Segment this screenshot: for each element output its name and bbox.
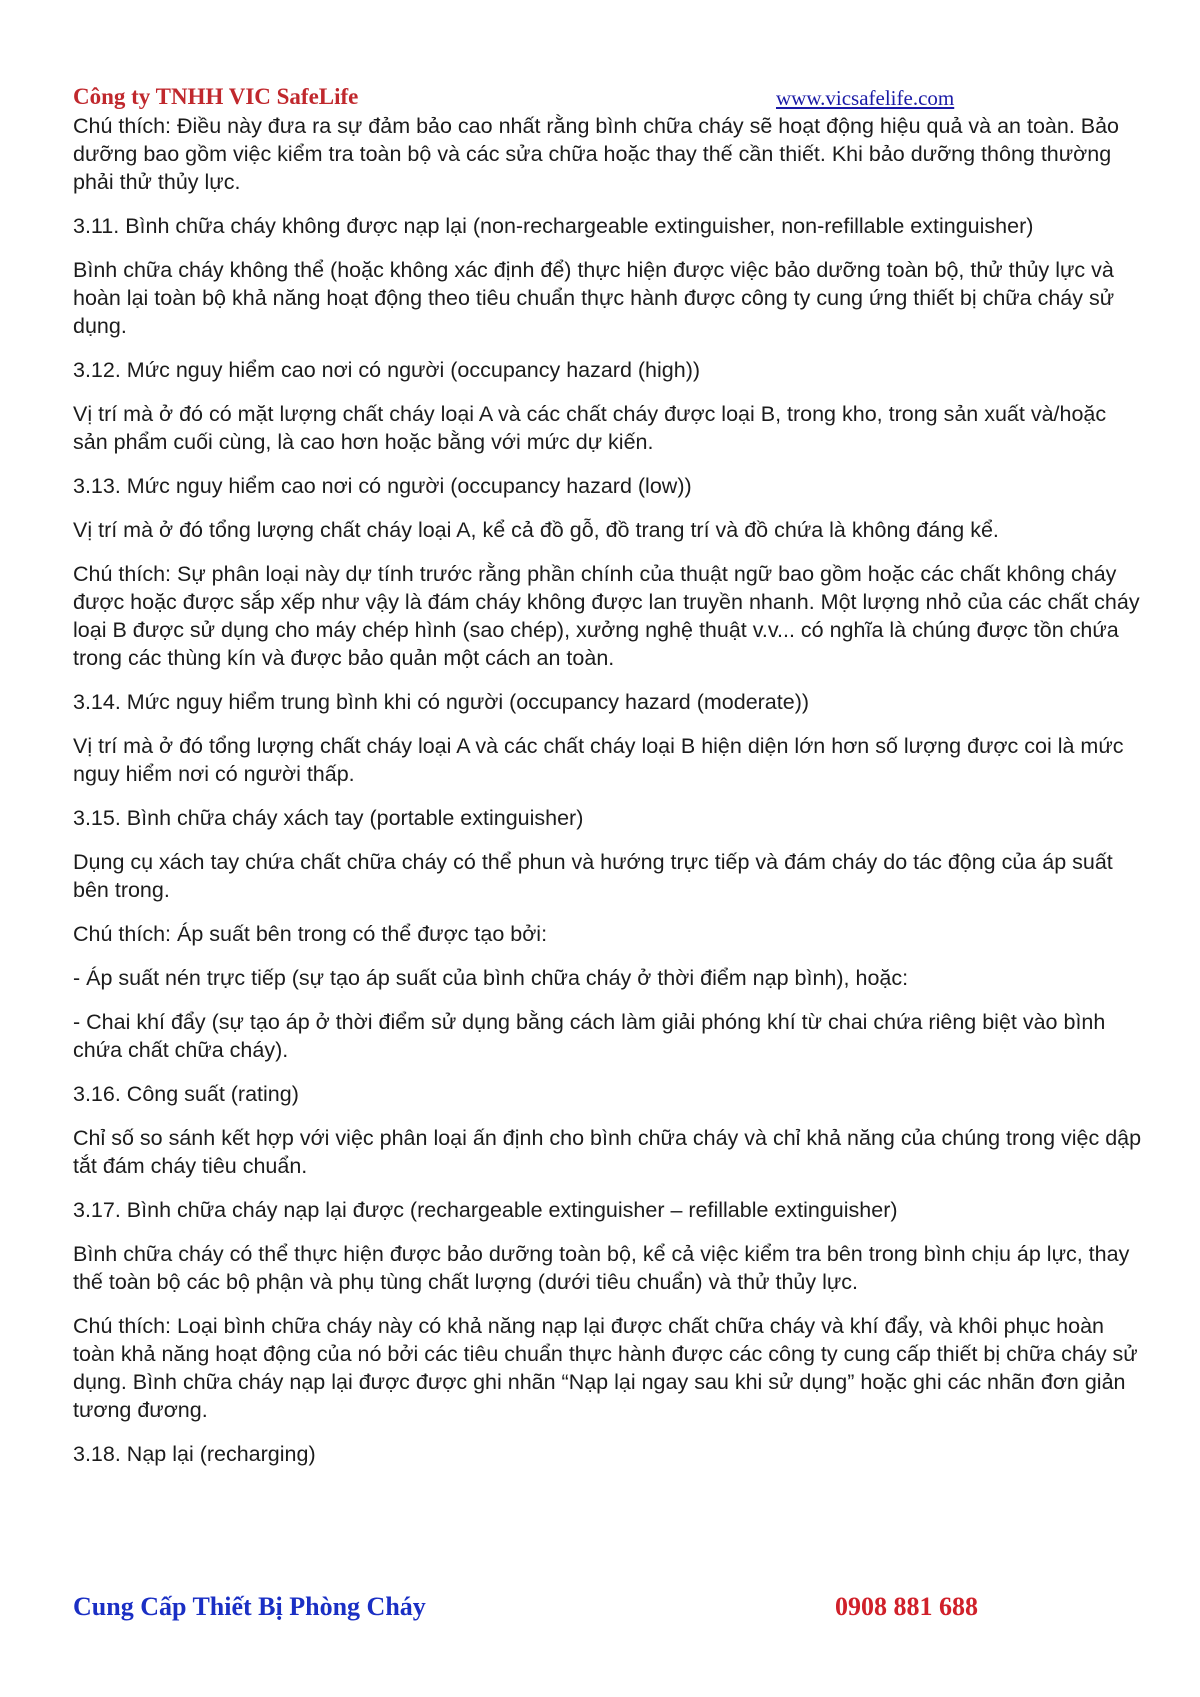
footer-phone[interactable]: 0908 881 688 — [835, 1592, 978, 1621]
note-3-13: Chú thích: Sự phân loại này dự tính trước rằng phần chính của thuật ngữ bao gồm hoặc các chất không cháy được hoặc được sắp xếp như vậy là đám cháy không được lan truyền nhanh. Một lượng nhỏ của các chất cháy loại B được sử dụng cho máy chép hình (sao chép), xưởng nghệ thuật v.v... có nghĩa là chúng được tồn chứa trong các thùng kín và được bảo quản một cách an toàn. — [73, 562, 1140, 670]
definition-3-14: Vị trí mà ở đó tổng lượng chất cháy loại A và các chất cháy loại B hiện diện lớn hơn số lượng được coi là mức nguy hiểm nơi có người thấp. — [73, 734, 1124, 786]
section-heading-3-12: 3.12. Mức nguy hiểm cao nơi có người (occupancy hazard (high)) — [73, 358, 701, 382]
definition-3-15: Dụng cụ xách tay chứa chất chữa cháy có thể phun và hướng trực tiếp và đám cháy do tác động của áp suất bên trong. — [73, 850, 1113, 902]
section-heading-3-13: 3.13. Mức nguy hiểm cao nơi có người (occupancy hazard (low)) — [73, 474, 692, 498]
note-3-15: Chú thích: Áp suất bên trong có thể được tạo bởi: — [73, 922, 548, 946]
definition-3-17: Bình chữa cháy có thể thực hiện được bảo dưỡng toàn bộ, kể cả việc kiểm tra bên trong bình chịu áp lực, thay thế toàn bộ các bộ phận và phụ tùng chất lượng (dưới tiêu chuẩn) và thử thủy lực. — [73, 1242, 1130, 1294]
section-heading-3-18: 3.18. Nạp lại (recharging) — [73, 1442, 316, 1466]
company-name: Công ty TNHH VIC SafeLife — [73, 84, 359, 109]
note-3-17: Chú thích: Loại bình chữa cháy này có khả năng nạp lại được chất chữa cháy và khí đẩy, và khôi phục hoàn toàn khả năng hoạt động của nó bởi các tiêu chuẩn thực hành được các công ty cung cấp thiết bị chữa cháy sử dụng. Bình chữa cháy nạp lại được được ghi nhãn “Nạp lại ngay sau khi sử dụng” hoặc ghi các nhãn đơn giản tương đương. — [73, 1314, 1138, 1422]
page-header — [73, 80, 1000, 116]
section-heading-3-16: 3.16. Công suất (rating) — [73, 1082, 299, 1106]
definition-3-16: Chỉ số so sánh kết hợp với việc phân loại ấn định cho bình chữa cháy và chỉ khả năng của chúng trong việc dập tắt đám cháy tiêu chuẩn. — [73, 1126, 1142, 1178]
page-footer — [73, 1592, 1073, 1632]
section-heading-3-14: 3.14. Mức nguy hiểm trung bình khi có người (occupancy hazard (moderate)) — [73, 690, 810, 714]
section-heading-3-15: 3.15. Bình chữa cháy xách tay (portable extinguisher) — [73, 806, 584, 830]
definition-3-13: Vị trí mà ở đó tổng lượng chất cháy loại A, kể cả đồ gỗ, đồ trang trí và đồ chứa là không đáng kể. — [73, 518, 999, 542]
list-item-direct-pressure: - Áp suất nén trực tiếp (sự tạo áp suất của bình chữa cháy ở thời điểm nạp bình), hoặc: — [73, 966, 909, 990]
section-heading-3-11: 3.11. Bình chữa cháy không được nạp lại (non-rechargeable extinguisher, non-refillable extinguisher) — [73, 214, 1034, 238]
footer-slogan: Cung Cấp Thiết Bị Phòng Cháy — [73, 1592, 426, 1621]
definition-3-12: Vị trí mà ở đó có mặt lượng chất cháy loại A và các chất cháy được loại B, trong kho, trong sản xuất và/hoặc sản phẩm cuối cùng, là cao hơn hoặc bằng với mức dự kiến. — [73, 402, 1107, 454]
definition-3-11: Bình chữa cháy không thể (hoặc không xác định để) thực hiện được việc bảo dưỡng toàn bộ, thử thủy lực và hoàn lại toàn bộ khả năng hoạt động theo tiêu chuẩn thực hành được công ty cung ứng thiết bị chữa cháy sử dụng. — [73, 258, 1115, 338]
document-body — [73, 112, 1143, 1484]
website-link[interactable]: www.vicsafelife.com — [776, 86, 955, 110]
list-item-gas-cartridge: - Chai khí đẩy (sự tạo áp ở thời điểm sử dụng bằng cách làm giải phóng khí từ chai chứa riêng biệt vào bình chứa chất chữa cháy). — [73, 1010, 1106, 1062]
section-heading-3-17: 3.17. Bình chữa cháy nạp lại được (rechargeable extinguisher – refillable extinguisher) — [73, 1198, 898, 1222]
note-maintenance: Chú thích: Điều này đưa ra sự đảm bảo cao nhất rằng bình chữa cháy sẽ hoạt động hiệu quả và an toàn. Bảo dưỡng bao gồm việc kiểm tra toàn bộ và các sửa chữa hoặc thay thế cần thiết. Khi bảo dưỡng thông thường phải thử thủy lực. — [73, 114, 1120, 194]
